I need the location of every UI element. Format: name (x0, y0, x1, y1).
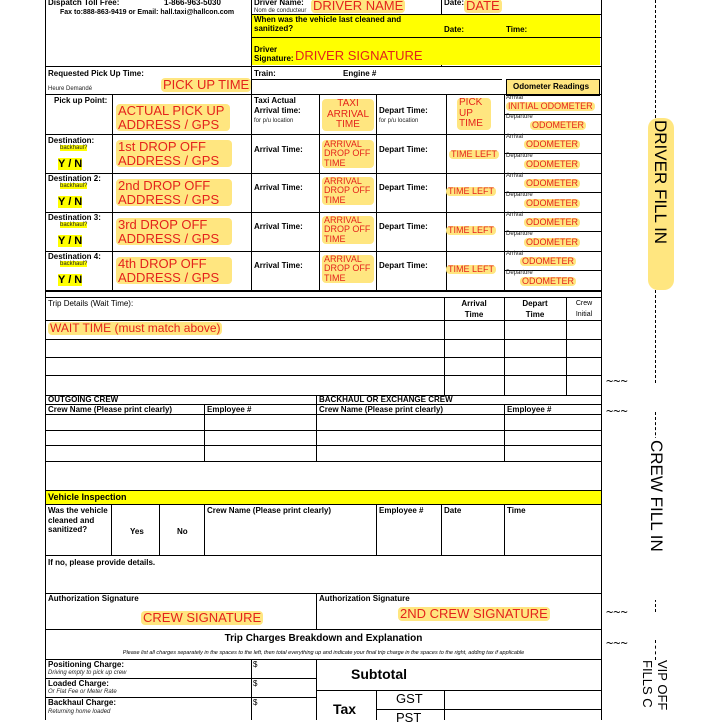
depart-time-header: Depart Time (522, 299, 548, 319)
arrival-small: Arrival (506, 173, 524, 179)
odometer-note[interactable]: ODOMETER (522, 276, 575, 286)
dispatch-phone: 1-866-963-5030 (164, 0, 221, 7)
initial-odometer-note[interactable]: INITIAL ODOMETER (508, 101, 593, 111)
taxi-actual-arrival-label: Taxi Actual Arrival time: (254, 96, 301, 115)
arrival-small: Arrival (506, 134, 524, 140)
pickup-time-note-2[interactable]: PICK UP TIME (457, 98, 491, 130)
pickup-point-label: Pick up Point: (54, 96, 108, 105)
train-label: Train: (254, 69, 276, 78)
loaded-dollar: $ (253, 679, 258, 688)
authorization-signature-label: Authorization Signature (48, 594, 139, 603)
authorization-signature-label-2: Authorization Signature (319, 594, 410, 603)
requested-pickup-label: Requested Pick Up Time: (48, 69, 144, 78)
pickup-depart-label: Depart Time: (379, 106, 428, 115)
backhaul-crew-name-header: Crew Name (Please print clearly) (319, 405, 444, 414)
cleaned-time-label: Time: (506, 25, 528, 34)
odometer-note[interactable]: ODOMETER (526, 237, 579, 247)
arrival-small: Arrival (506, 95, 524, 101)
yes-checkbox[interactable]: Yes (130, 527, 144, 536)
taxi-trip-form (45, 0, 602, 725)
crew-fill-in-label: CREW FILL IN (647, 440, 666, 552)
outgoing-crew-name-header: Crew Name (Please print clearly) (48, 405, 173, 414)
for-pu-location-2: for p/u location (379, 118, 419, 124)
vip-tilde: ~~~ (606, 636, 628, 650)
inspection-crew-name-header: Crew Name (Please print clearly) (207, 506, 332, 515)
driver-name-sub: Nom de conducteur (254, 8, 307, 14)
arrival-time-label: Arrival Time: (254, 222, 303, 231)
driver-signature-note[interactable]: DRIVER SIGNATURE (295, 48, 423, 63)
outgoing-crew-label: OUTGOING CREW (48, 395, 119, 404)
positioning-charge-sub: Driving empty to pick up crew (48, 670, 127, 676)
destination-label: Destination 4: (48, 252, 101, 261)
arrival-drop-note[interactable]: ARRIVAL DROP OFF TIME (322, 216, 374, 244)
departure-small: Departure (506, 153, 533, 159)
date-label: Date: (444, 0, 465, 7)
engine-label: Engine # (343, 69, 377, 78)
wait-time-note[interactable]: WAIT TIME (must match above) (50, 321, 221, 335)
for-pu-location: for p/u location (254, 118, 294, 124)
departure-small: Departure (506, 231, 533, 237)
time-left-note[interactable]: TIME LEFT (448, 186, 495, 196)
trip-charges-title: Trip Charges Breakdown and Explanation (224, 633, 423, 644)
odometer-note[interactable]: ODOMETER (522, 256, 575, 266)
no-checkbox[interactable]: No (177, 527, 188, 536)
loaded-charge-label: Loaded Charge: (48, 679, 109, 688)
odometer-note[interactable]: ODOMETER (526, 139, 579, 149)
drop-off-address-note[interactable]: 1st DROP OFF ADDRESS / GPS (116, 140, 232, 167)
arrival-drop-note[interactable]: ARRIVAL DROP OFF TIME (322, 177, 374, 205)
drop-off-address-note[interactable]: 2nd DROP OFF ADDRESS / GPS (116, 179, 232, 206)
crew-tilde-top: ~~~ (606, 404, 628, 418)
time-left-note[interactable]: TIME LEFT (448, 225, 495, 235)
time-left-note[interactable]: TIME LEFT (451, 149, 498, 159)
yes-no-toggle[interactable]: Y / N (58, 274, 83, 286)
odometer-readings-label: Odometer Readings (513, 82, 590, 91)
vip-fills-label: VIP OFF FILLS C (640, 660, 670, 711)
drop-off-address-note[interactable]: 3rd DROP OFF ADDRESS / GPS (116, 218, 232, 245)
pst-label: PST (396, 710, 422, 725)
backhaul-label: backhaul? (60, 261, 88, 267)
outgoing-employee-header: Employee # (207, 405, 252, 414)
backhaul-employee-header: Employee # (507, 405, 552, 414)
arrival-small: Arrival (506, 251, 524, 257)
trip-details-label: Trip Details (Wait Time): (48, 299, 134, 308)
inspection-date-header: Date (444, 506, 462, 515)
trip-charges-instructions: Please list all charges separately in the spaces to the left, then total everything up and indicate your final trip charge in the spaces to the right, adding tax if applicable (122, 650, 525, 656)
driver-name-label: Driver Name: (254, 0, 304, 7)
dispatch-toll-free-label: Dispatch Toll Free: (48, 0, 120, 7)
yes-no-toggle[interactable]: Y / N (58, 158, 83, 170)
inspection-employee-header: Employee # (379, 506, 424, 515)
destination-label: Destination 2: (48, 174, 101, 183)
odometer-note[interactable]: ODOMETER (526, 198, 579, 208)
destination-label: Destination 3: (48, 213, 101, 222)
odometer-note[interactable]: ODOMETER (526, 217, 579, 227)
backhaul-crew-label: BACKHAUL OR EXCHANGE CREW (319, 395, 453, 404)
pickup-address-note[interactable]: ACTUAL PICK UP ADDRESS / GPS (116, 104, 230, 131)
vehicle-inspection-bar (46, 491, 601, 504)
arrival-small: Arrival (506, 212, 524, 218)
gst-label: GST (396, 691, 423, 706)
vip-bracket-line (655, 640, 656, 660)
positioning-charge-label: Positioning Charge: (48, 660, 124, 669)
departure-small: Departure (506, 270, 533, 276)
driver-tilde: ~~~ (606, 374, 628, 388)
depart-time-label: Depart Time: (379, 261, 428, 270)
arrival-drop-note[interactable]: ARRIVAL DROP OFF TIME (322, 140, 374, 168)
backhaul-dollar: $ (253, 698, 258, 707)
cleaned-question: When was the vehicle last cleaned and sanitized? (254, 15, 402, 34)
arrival-time-label: Arrival Time: (254, 261, 303, 270)
vehicle-inspection-title: Vehicle Inspection (48, 492, 127, 502)
arrival-time-header: Arrival Time (461, 299, 487, 319)
crew-initial-header: Crew Initial (575, 300, 593, 318)
departure-small: Departure (506, 114, 533, 120)
odometer-note[interactable]: ODOMETER (526, 178, 579, 188)
subtotal-label: Subtotal (351, 666, 407, 682)
odometer-note-0[interactable]: ODOMETER (532, 120, 585, 130)
crew-tilde-bottom: ~~~ (606, 605, 628, 619)
arrival-time-label: Arrival Time: (254, 145, 303, 154)
backhaul-label: backhaul? (60, 183, 88, 189)
pickup-time-note[interactable]: PICK UP TIME (163, 77, 250, 92)
tax-label: Tax (333, 701, 357, 717)
yes-no-toggle[interactable]: Y / N (58, 235, 83, 247)
backhaul-label: backhaul? (60, 222, 88, 228)
backhaul-charge-sub: Returning home loaded (48, 709, 111, 715)
driver-signature-label: Driver Signature: (254, 45, 294, 64)
requested-pickup-sub: Heure Demandé (48, 86, 93, 92)
second-crew-signature-note[interactable]: 2ND CREW SIGNATURE (400, 606, 548, 621)
arrival-drop-note[interactable]: ARRIVAL DROP OFF TIME (322, 255, 374, 283)
backhaul-label: backhaul? (60, 145, 88, 151)
time-left-note[interactable]: TIME LEFT (448, 264, 495, 274)
driver-name-note[interactable]: DRIVER NAME (313, 0, 404, 13)
departure-small: Departure (506, 192, 533, 198)
backhaul-charge-label: Backhaul Charge: (48, 698, 117, 707)
depart-time-label: Depart Time: (379, 183, 428, 192)
date-note[interactable]: DATE (466, 0, 500, 13)
cleaned-date-label: Date: (444, 25, 465, 34)
inspection-time-header: Time (507, 506, 526, 515)
driver-fill-in-label: DRIVER FILL IN (651, 120, 670, 245)
odometer-note[interactable]: ODOMETER (526, 159, 579, 169)
destination-label: Destination: (48, 136, 95, 145)
positioning-dollar: $ (253, 660, 258, 669)
depart-time-label: Depart Time: (379, 145, 428, 154)
fax-email: Fax to:888-863-9419 or Email: hall.taxi@hallcon.com (60, 9, 235, 16)
taxi-arrival-note[interactable]: TAXI ARRIVAL TIME (322, 99, 374, 131)
if-no-details-label: If no, please provide details. (48, 558, 156, 567)
yes-no-toggle[interactable]: Y / N (58, 196, 83, 208)
loaded-charge-sub: Or Flat Fee or Meter Rate (48, 689, 117, 695)
arrival-time-label: Arrival Time: (254, 183, 303, 192)
drop-off-address-note[interactable]: 4th DROP OFF ADDRESS / GPS (116, 257, 232, 284)
crew-signature-note[interactable]: CREW SIGNATURE (143, 610, 262, 625)
cleaned-sanitized-question: Was the vehicle cleaned and sanitized? (48, 506, 108, 535)
depart-time-label: Depart Time: (379, 222, 428, 231)
